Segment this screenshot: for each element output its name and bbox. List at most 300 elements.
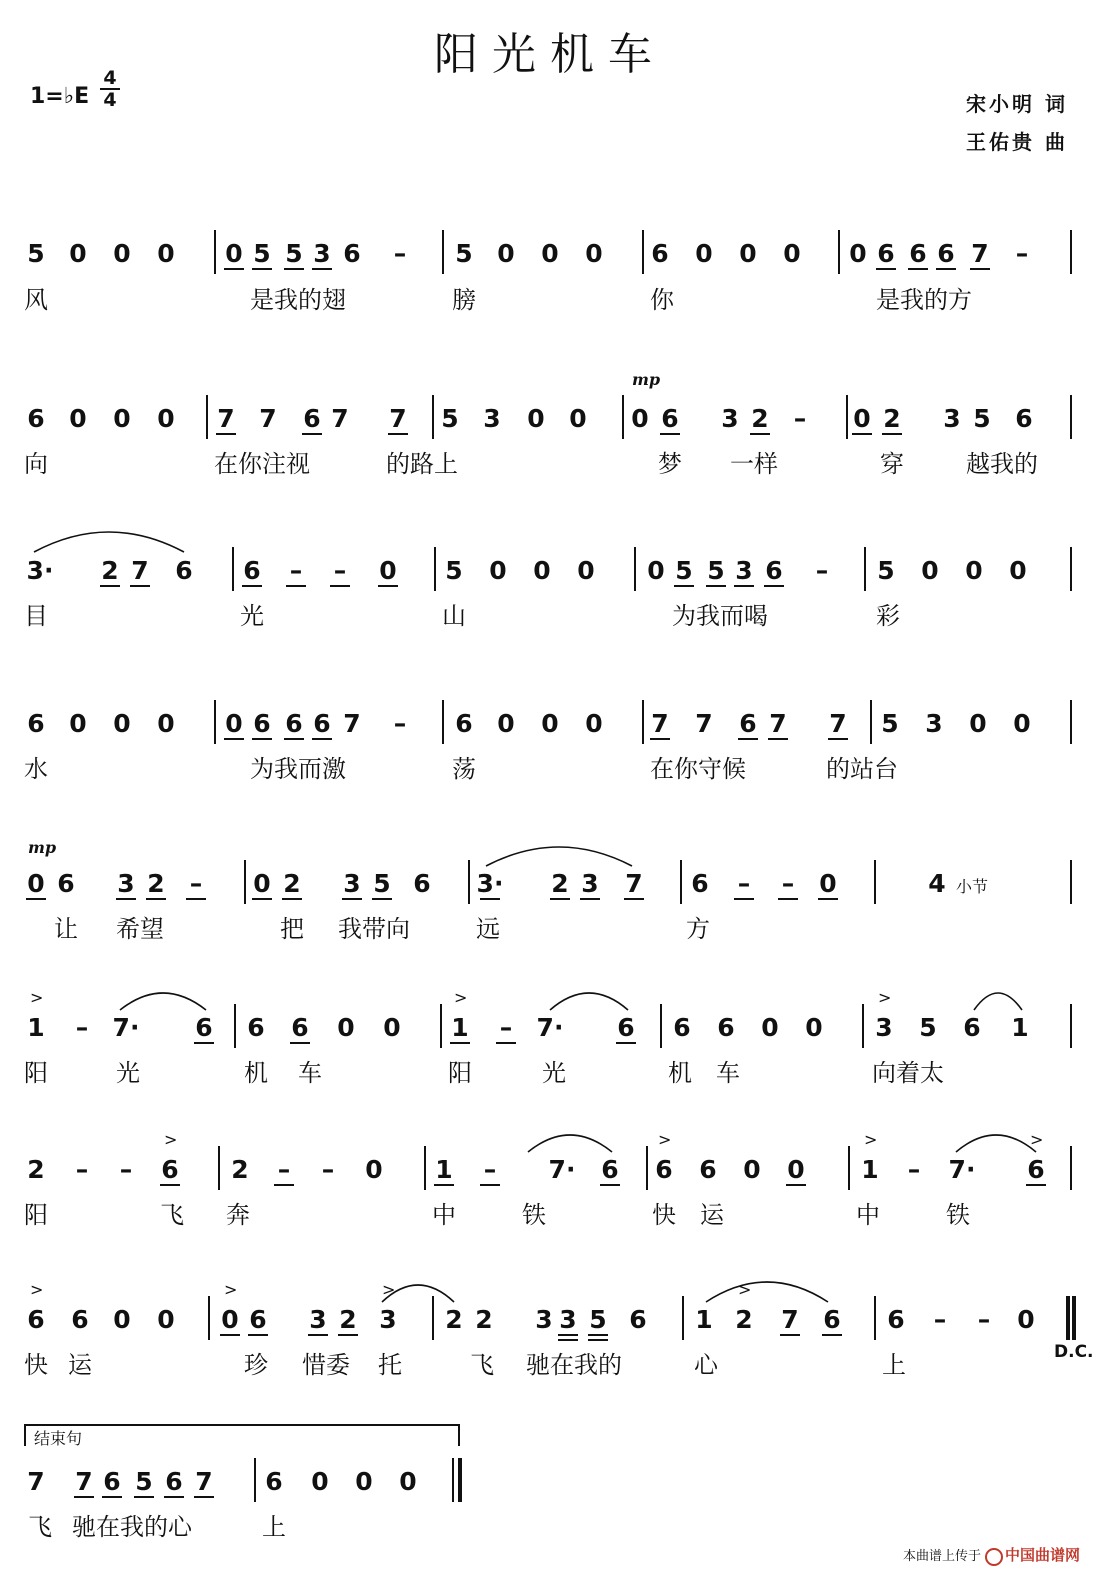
duration-underline bbox=[388, 433, 408, 435]
lyric: 阳 bbox=[24, 1201, 48, 1229]
lyric: 飞 bbox=[160, 1201, 184, 1229]
lyric: 目 bbox=[24, 602, 48, 630]
note: 6 bbox=[1027, 1155, 1045, 1184]
note: – bbox=[483, 1155, 497, 1184]
note: 0 bbox=[497, 239, 515, 268]
duration-underline bbox=[764, 585, 784, 587]
duration-underline bbox=[342, 898, 362, 900]
barline bbox=[642, 700, 644, 744]
duration-underline bbox=[650, 738, 670, 740]
duration-underline bbox=[224, 268, 244, 270]
note: 6 bbox=[717, 1013, 735, 1042]
note: – bbox=[737, 869, 751, 898]
site-logo-icon bbox=[985, 1548, 1003, 1566]
note: 6 bbox=[303, 404, 321, 433]
note: 0 bbox=[965, 556, 983, 585]
meter-top: 4 bbox=[103, 67, 117, 89]
note: 2 bbox=[751, 404, 769, 433]
lyric: 运 bbox=[700, 1201, 724, 1229]
lyric: 我带向 bbox=[338, 915, 410, 943]
barline bbox=[874, 1296, 876, 1340]
note: 7 bbox=[625, 869, 643, 898]
note: 0 bbox=[157, 239, 175, 268]
duration-underline bbox=[852, 433, 872, 435]
duration-underline-double bbox=[588, 1339, 608, 1341]
accent-mark: > bbox=[738, 1280, 752, 1299]
note: 6 bbox=[629, 1305, 647, 1334]
lyric: 你 bbox=[650, 286, 674, 314]
barline bbox=[682, 1296, 684, 1340]
barline bbox=[432, 395, 434, 439]
lyric: 的站台 bbox=[826, 755, 898, 783]
note: 1 bbox=[861, 1155, 879, 1184]
note: – bbox=[499, 1013, 513, 1042]
note: 0 bbox=[819, 869, 837, 898]
note: 5 bbox=[881, 709, 899, 738]
duration-underline bbox=[786, 1184, 806, 1186]
duration-underline bbox=[100, 585, 120, 587]
note: 5 bbox=[441, 404, 459, 433]
duration-underline bbox=[378, 585, 398, 587]
note: – bbox=[977, 1305, 991, 1334]
lyric: 飞 bbox=[470, 1351, 494, 1379]
duration-underline bbox=[750, 433, 770, 435]
lyric: 膀 bbox=[452, 286, 476, 314]
ending-label: 结束句 bbox=[34, 1429, 83, 1448]
note: 0 bbox=[337, 1013, 355, 1042]
note: 6 bbox=[313, 709, 331, 738]
lyric: 阳 bbox=[448, 1059, 472, 1087]
duration-underline bbox=[372, 898, 392, 900]
note: 6 bbox=[655, 1155, 673, 1184]
meter-bottom: 4 bbox=[100, 88, 120, 110]
duration-underline bbox=[768, 738, 788, 740]
note: 7· bbox=[548, 1155, 576, 1184]
barline bbox=[214, 230, 216, 274]
lyric: 飞 bbox=[28, 1513, 52, 1541]
note: 7 bbox=[195, 1467, 213, 1496]
duration-underline bbox=[330, 585, 350, 587]
duration-underline bbox=[116, 898, 136, 900]
note: 3 bbox=[735, 556, 753, 585]
note: 0 bbox=[69, 404, 87, 433]
note: 0 bbox=[157, 709, 175, 738]
note: 7 bbox=[131, 556, 149, 585]
duration-underline bbox=[822, 1334, 842, 1336]
composer-credit: 王佑贵 曲 bbox=[966, 130, 1068, 154]
note: 7 bbox=[695, 709, 713, 738]
note: 0 bbox=[647, 556, 665, 585]
final-barline bbox=[452, 1458, 454, 1502]
lyric: 机 bbox=[244, 1059, 268, 1087]
note: 0 bbox=[761, 1013, 779, 1042]
note: 2 bbox=[231, 1155, 249, 1184]
lyric: 快 bbox=[24, 1351, 48, 1379]
barline bbox=[1070, 1004, 1072, 1048]
duration-underline bbox=[550, 898, 570, 900]
lyric: 为我而喝 bbox=[672, 602, 768, 630]
lyric: 光 bbox=[116, 1059, 140, 1087]
key-signature: 1=♭E bbox=[30, 84, 90, 109]
note: 2 bbox=[283, 869, 301, 898]
lyric: 为我而激 bbox=[250, 755, 346, 783]
note: 0 bbox=[577, 556, 595, 585]
note: 7 bbox=[769, 709, 787, 738]
lyric: 光 bbox=[542, 1059, 566, 1087]
accent-mark: > bbox=[164, 1130, 178, 1149]
lyric: 机 bbox=[668, 1059, 692, 1087]
note: 2 bbox=[475, 1305, 493, 1334]
note: – bbox=[277, 1155, 291, 1184]
accent-mark: > bbox=[454, 988, 468, 1007]
slur bbox=[120, 993, 206, 1010]
note: 2 bbox=[27, 1155, 45, 1184]
note: – bbox=[75, 1013, 89, 1042]
duration-underline bbox=[480, 1184, 500, 1186]
lyric: 是我的翅 bbox=[250, 286, 346, 314]
duration-underline bbox=[936, 268, 956, 270]
note: 0 bbox=[27, 869, 45, 898]
accent-mark: > bbox=[224, 1280, 238, 1299]
duration-underline bbox=[312, 268, 332, 270]
note: 0 bbox=[585, 709, 603, 738]
barline bbox=[870, 700, 872, 744]
final-barline bbox=[1072, 1296, 1076, 1340]
note: 6 bbox=[1015, 404, 1033, 433]
note: 6 bbox=[823, 1305, 841, 1334]
note: 0 bbox=[783, 239, 801, 268]
duration-underline bbox=[738, 738, 758, 740]
barline bbox=[442, 230, 444, 274]
note: 2 bbox=[883, 404, 901, 433]
barline bbox=[232, 547, 234, 591]
duration-underline bbox=[134, 1496, 154, 1498]
lyric: 驰在我的心 bbox=[72, 1513, 192, 1541]
note: 7 bbox=[75, 1467, 93, 1496]
note: 2 bbox=[147, 869, 165, 898]
note: 5 bbox=[973, 404, 991, 433]
duration-underline bbox=[302, 433, 322, 435]
duration-underline bbox=[160, 1184, 180, 1186]
note: 0 bbox=[221, 1305, 239, 1334]
duration-underline bbox=[780, 1334, 800, 1336]
slur bbox=[486, 847, 632, 866]
note: 7· bbox=[112, 1013, 140, 1042]
note: 0 bbox=[541, 239, 559, 268]
duration-underline bbox=[908, 268, 928, 270]
slur bbox=[956, 1135, 1036, 1152]
note: 0 bbox=[569, 404, 587, 433]
note: – bbox=[933, 1305, 947, 1334]
note: 3 bbox=[309, 1305, 327, 1334]
dc-mark: D.C. bbox=[1054, 1342, 1094, 1362]
barline bbox=[634, 547, 636, 591]
lyric: 在你注视 bbox=[214, 450, 310, 478]
note: 3 bbox=[313, 239, 331, 268]
final-barline bbox=[1066, 1296, 1068, 1340]
note: 6 bbox=[71, 1305, 89, 1334]
barline bbox=[1068, 1296, 1070, 1340]
note: 0 bbox=[379, 556, 397, 585]
note: 6 bbox=[455, 709, 473, 738]
note: 6 bbox=[57, 869, 75, 898]
note: – bbox=[1015, 239, 1029, 268]
note: 6 bbox=[877, 239, 895, 268]
slur bbox=[706, 1282, 828, 1302]
note: – bbox=[333, 556, 347, 585]
duration-underline bbox=[220, 1334, 240, 1336]
lyric: 水 bbox=[24, 755, 48, 783]
barline bbox=[864, 547, 866, 591]
barline bbox=[206, 395, 208, 439]
barline bbox=[874, 860, 876, 904]
note: 5 bbox=[675, 556, 693, 585]
duration-underline bbox=[282, 898, 302, 900]
final-barline bbox=[458, 1458, 462, 1502]
duration-underline bbox=[252, 898, 272, 900]
accent-mark: > bbox=[1030, 1130, 1044, 1149]
note: 2 bbox=[551, 869, 569, 898]
duration-underline bbox=[130, 585, 150, 587]
note: 0 bbox=[1017, 1305, 1035, 1334]
footer-brand: 中国曲谱网 bbox=[1004, 1546, 1080, 1564]
note: 2 bbox=[101, 556, 119, 585]
note: – bbox=[793, 404, 807, 433]
note: 6 bbox=[27, 1305, 45, 1334]
barline bbox=[254, 1458, 256, 1502]
barline bbox=[218, 1146, 220, 1190]
note: 6 bbox=[247, 1013, 265, 1042]
lyric: 光 bbox=[240, 602, 264, 630]
barline bbox=[1070, 230, 1072, 274]
note: 0 bbox=[743, 1155, 761, 1184]
lyricist-credit: 宋小明 词 bbox=[966, 92, 1068, 116]
note: 6 bbox=[691, 869, 709, 898]
note: 5 bbox=[455, 239, 473, 268]
note: 3 bbox=[343, 869, 361, 898]
note: 7 bbox=[259, 404, 277, 433]
note: 2 bbox=[339, 1305, 357, 1334]
note: – bbox=[289, 556, 303, 585]
barline bbox=[432, 1296, 434, 1340]
note: 0 bbox=[541, 709, 559, 738]
duration-underline bbox=[818, 898, 838, 900]
note: 5 bbox=[445, 556, 463, 585]
note: 7 bbox=[343, 709, 361, 738]
lyric: 上 bbox=[262, 1513, 286, 1541]
duration-underline bbox=[434, 1184, 454, 1186]
duration-underline bbox=[660, 433, 680, 435]
note: 0 bbox=[1013, 709, 1031, 738]
rest-measure-count: 4 bbox=[928, 869, 946, 898]
lyric: 车 bbox=[298, 1059, 322, 1087]
note: 3 bbox=[721, 404, 739, 433]
note: 0 bbox=[533, 556, 551, 585]
note: 7 bbox=[27, 1467, 45, 1496]
note: 0 bbox=[849, 239, 867, 268]
note: 3 bbox=[559, 1305, 577, 1334]
lyric: 车 bbox=[716, 1059, 740, 1087]
lyric: 是我的方 bbox=[876, 286, 972, 314]
note: 6 bbox=[739, 709, 757, 738]
barline bbox=[1070, 1146, 1072, 1190]
note: 0 bbox=[921, 556, 939, 585]
note: 0 bbox=[365, 1155, 383, 1184]
duration-underline bbox=[74, 1496, 94, 1498]
lyric: 让 bbox=[54, 915, 78, 943]
note: 0 bbox=[631, 404, 649, 433]
note: 5 bbox=[253, 239, 271, 268]
duration-underline bbox=[876, 268, 896, 270]
lyric: 向着太 bbox=[872, 1059, 944, 1087]
note: 3 bbox=[875, 1013, 893, 1042]
note: 6 bbox=[963, 1013, 981, 1042]
note: 7· bbox=[536, 1013, 564, 1042]
barline bbox=[434, 547, 436, 591]
lyric: 阳 bbox=[24, 1059, 48, 1087]
note: 0 bbox=[157, 404, 175, 433]
lyric: 荡 bbox=[452, 755, 476, 783]
note: 0 bbox=[1009, 556, 1027, 585]
note: 0 bbox=[113, 709, 131, 738]
lyric: 方 bbox=[686, 915, 710, 943]
note: 0 bbox=[805, 1013, 823, 1042]
dynamic-mark-1: mp bbox=[632, 370, 661, 389]
note: 1 bbox=[435, 1155, 453, 1184]
barline bbox=[846, 395, 848, 439]
lyric: 中 bbox=[432, 1201, 456, 1229]
note: 0 bbox=[853, 404, 871, 433]
duration-underline bbox=[496, 1042, 516, 1044]
note: 6 bbox=[661, 404, 679, 433]
note: 3· bbox=[26, 556, 54, 585]
barline bbox=[642, 230, 644, 274]
note: 0 bbox=[225, 239, 243, 268]
note: – bbox=[393, 709, 407, 738]
note: 6 bbox=[343, 239, 361, 268]
note: 0 bbox=[113, 404, 131, 433]
duration-underline bbox=[588, 1334, 608, 1336]
note: 0 bbox=[113, 239, 131, 268]
note: 6 bbox=[909, 239, 927, 268]
lyric: 的路上 bbox=[386, 450, 458, 478]
note: 5 bbox=[707, 556, 725, 585]
note: 6 bbox=[265, 1467, 283, 1496]
lyric: 驰在我的 bbox=[526, 1351, 622, 1379]
duration-underline bbox=[248, 1334, 268, 1336]
note: 7 bbox=[971, 239, 989, 268]
note: 6 bbox=[253, 709, 271, 738]
accent-mark: > bbox=[30, 988, 44, 1007]
barline bbox=[234, 1004, 236, 1048]
note: 5 bbox=[135, 1467, 153, 1496]
rest-measure-label: 小节 bbox=[956, 877, 989, 896]
note: 1 bbox=[27, 1013, 45, 1042]
lyric: 奔 bbox=[226, 1201, 250, 1229]
lyric: 向 bbox=[24, 450, 48, 478]
ending-bracket bbox=[24, 1424, 460, 1446]
dynamic-mark-2: mp bbox=[28, 838, 57, 857]
note: 3 bbox=[581, 869, 599, 898]
slur bbox=[528, 1135, 612, 1152]
barline bbox=[862, 1004, 864, 1048]
note: 1 bbox=[451, 1013, 469, 1042]
duration-underline bbox=[558, 1334, 578, 1336]
duration-underline bbox=[284, 738, 304, 740]
barline bbox=[660, 1004, 662, 1048]
note: 1 bbox=[695, 1305, 713, 1334]
lyric: 梦 bbox=[658, 450, 682, 478]
barline bbox=[468, 860, 470, 904]
note: 6 bbox=[285, 709, 303, 738]
slur bbox=[34, 532, 184, 552]
note: 0 bbox=[383, 1013, 401, 1042]
duration-underline bbox=[194, 1496, 214, 1498]
lyric: 铁 bbox=[946, 1201, 970, 1229]
barline bbox=[838, 230, 840, 274]
barline bbox=[680, 860, 682, 904]
note: 5 bbox=[373, 869, 391, 898]
note: 0 bbox=[399, 1467, 417, 1496]
duration-underline bbox=[26, 898, 46, 900]
note: 0 bbox=[157, 1305, 175, 1334]
duration-underline bbox=[480, 898, 500, 900]
note: 3· bbox=[476, 869, 504, 898]
barline bbox=[1070, 547, 1072, 591]
note: 6 bbox=[617, 1013, 635, 1042]
note: – bbox=[119, 1155, 133, 1184]
barline bbox=[440, 1004, 442, 1048]
barline bbox=[424, 1146, 426, 1190]
lyric: 风 bbox=[24, 286, 48, 314]
note: 0 bbox=[787, 1155, 805, 1184]
note: 1 bbox=[1011, 1013, 1029, 1042]
barline bbox=[622, 395, 624, 439]
note: 3 bbox=[379, 1305, 397, 1334]
barline bbox=[646, 1146, 648, 1190]
lyric: 远 bbox=[476, 915, 500, 943]
lyric: 彩 bbox=[876, 602, 900, 630]
footer-text: 本曲谱上传于 bbox=[902, 1549, 981, 1564]
note: 6 bbox=[249, 1305, 267, 1334]
duration-underline bbox=[624, 898, 644, 900]
note: 3 bbox=[943, 404, 961, 433]
note: 0 bbox=[253, 869, 271, 898]
note: 3 bbox=[535, 1305, 553, 1334]
lyric: 把 bbox=[280, 915, 304, 943]
note: – bbox=[75, 1155, 89, 1184]
note: – bbox=[907, 1155, 921, 1184]
duration-underline bbox=[312, 738, 332, 740]
duration-underline bbox=[194, 1042, 214, 1044]
lyric: 希望 bbox=[116, 915, 164, 943]
lyric: 越我的 bbox=[966, 450, 1038, 478]
note: 6 bbox=[161, 1155, 179, 1184]
accent-mark: > bbox=[658, 1130, 672, 1149]
duration-underline bbox=[286, 585, 306, 587]
duration-underline bbox=[290, 1042, 310, 1044]
note: 6 bbox=[27, 404, 45, 433]
note: – bbox=[781, 869, 795, 898]
note: 5 bbox=[877, 556, 895, 585]
duration-underline bbox=[600, 1184, 620, 1186]
note: 0 bbox=[527, 404, 545, 433]
duration-underline bbox=[164, 1496, 184, 1498]
note: 6 bbox=[601, 1155, 619, 1184]
accent-mark: > bbox=[30, 1280, 44, 1299]
duration-underline bbox=[580, 898, 600, 900]
note: 6 bbox=[937, 239, 955, 268]
